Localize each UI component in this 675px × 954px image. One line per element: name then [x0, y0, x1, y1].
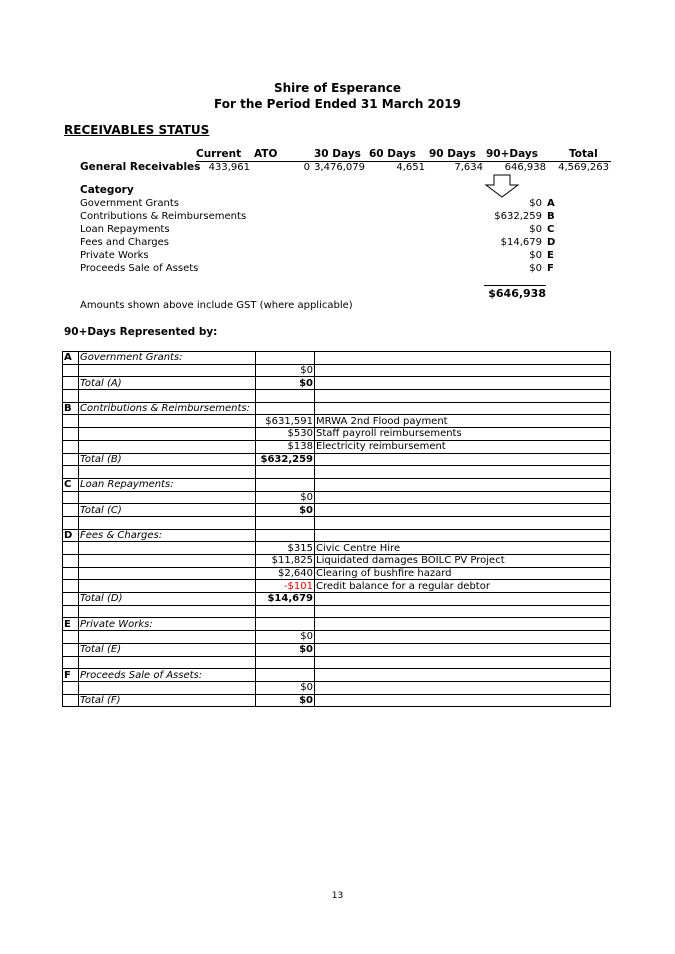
table-row — [63, 466, 611, 479]
table-cell-c4: Civic Centre Hire — [315, 542, 611, 555]
table-cell-c3 — [256, 402, 315, 415]
table-cell-c4 — [315, 656, 611, 669]
table-cell-c2 — [79, 631, 256, 644]
table-cell-c3: $14,679 — [256, 593, 315, 606]
table-cell-c2 — [79, 605, 256, 618]
category-amount: $632,259 — [494, 211, 542, 222]
table-cell-c2 — [79, 542, 256, 555]
table-cell-c1 — [63, 567, 79, 580]
table-cell-c2 — [79, 364, 256, 377]
category-code: E — [547, 250, 554, 261]
table-cell-c3: $0 — [256, 364, 315, 377]
total-overline — [484, 285, 546, 286]
table-cell-c3 — [256, 618, 315, 631]
table-cell-c3: $632,259 — [256, 453, 315, 466]
table-cell-c4: Credit balance for a regular debtor — [315, 580, 611, 593]
table-cell-c2 — [79, 440, 256, 453]
table-cell-c1: E — [63, 618, 79, 631]
table-row — [63, 656, 611, 669]
category-label: Loan Repayments — [80, 224, 170, 235]
table-cell-c2 — [79, 390, 256, 403]
table-cell-c4 — [315, 631, 611, 644]
table-cell-c1 — [63, 656, 79, 669]
table-cell-c3: $0 — [256, 631, 315, 644]
table-row — [63, 529, 611, 542]
table-cell-c3: $530 — [256, 428, 315, 441]
table-row — [63, 605, 611, 618]
table-cell-c2 — [79, 466, 256, 479]
table-cell-c3 — [256, 529, 315, 542]
table-row — [63, 478, 611, 491]
table-row — [63, 580, 611, 593]
table-cell-c1 — [63, 593, 79, 606]
table-cell-c4: MRWA 2nd Flood payment — [315, 415, 611, 428]
table-cell-c2 — [79, 580, 256, 593]
table-cell-c2: Loan Repayments: — [79, 478, 256, 491]
col-header-total: Total — [569, 148, 598, 160]
category-total: $646,938 — [488, 287, 546, 300]
col-header-ato: ATO — [254, 148, 278, 160]
table-row — [63, 542, 611, 555]
table-row — [63, 555, 611, 568]
value-90days: 7,634 — [454, 162, 483, 173]
category-label: Government Grants — [80, 198, 179, 209]
table-cell-c2: Proceeds Sale of Assets: — [79, 669, 256, 682]
table-cell-c3 — [256, 516, 315, 529]
category-code: C — [547, 224, 555, 235]
table-row — [63, 694, 611, 707]
col-header-60days: 60 Days — [369, 148, 416, 160]
table-cell-c3 — [256, 478, 315, 491]
table-row — [63, 377, 611, 390]
col-header-90days: 90 Days — [429, 148, 476, 160]
table-cell-c4 — [315, 643, 611, 656]
table-cell-c2: Private Works: — [79, 618, 256, 631]
category-label: Private Works — [80, 250, 149, 261]
table-row — [63, 415, 611, 428]
table-cell-c4 — [315, 364, 611, 377]
category-title: Category — [80, 184, 134, 196]
section-title: RECEIVABLES STATUS — [64, 123, 210, 137]
down-arrow-icon — [484, 174, 520, 198]
table-cell-c3: $0 — [256, 504, 315, 517]
table-row — [63, 618, 611, 631]
table-cell-c4: Clearing of bushfire hazard — [315, 567, 611, 580]
table-cell-c1 — [63, 694, 79, 707]
value-90plus: 646,938 — [504, 162, 546, 173]
table-cell-c2: Total (B) — [79, 453, 256, 466]
category-amount: $0 — [529, 198, 542, 209]
table-cell-c3: $138 — [256, 440, 315, 453]
general-receivables-label: General Receivables — [80, 161, 201, 173]
table-cell-c3 — [256, 669, 315, 682]
table-cell-c1: B — [63, 402, 79, 415]
table-cell-c2 — [79, 516, 256, 529]
table-cell-c1 — [63, 605, 79, 618]
table-cell-c1: D — [63, 529, 79, 542]
table-row — [63, 428, 611, 441]
table-cell-c3: $0 — [256, 643, 315, 656]
table-cell-c4 — [315, 669, 611, 682]
table-cell-c1 — [63, 390, 79, 403]
table-cell-c4 — [315, 466, 611, 479]
table-row — [63, 504, 611, 517]
table-cell-c4 — [315, 491, 611, 504]
table-cell-c2: Total (F) — [79, 694, 256, 707]
table-cell-c3 — [256, 656, 315, 669]
value-30days: 3,476,079 — [314, 162, 365, 173]
table-cell-c1 — [63, 643, 79, 656]
category-code: F — [547, 263, 554, 274]
table-cell-c4 — [315, 377, 611, 390]
table-cell-c4: Staff payroll reimbursements — [315, 428, 611, 441]
category-amount: $0 — [529, 224, 542, 235]
table-cell-c1: F — [63, 669, 79, 682]
table-cell-c4 — [315, 618, 611, 631]
table-row — [63, 491, 611, 504]
col-header-current: Current — [196, 148, 242, 160]
table-cell-c4 — [315, 478, 611, 491]
table-cell-c2: Total (E) — [79, 643, 256, 656]
table-cell-c4 — [315, 605, 611, 618]
value-total: 4,569,263 — [558, 162, 609, 173]
table-row — [63, 516, 611, 529]
table-cell-c4 — [315, 504, 611, 517]
table-cell-c1 — [63, 428, 79, 441]
represented-table — [62, 351, 611, 707]
table-cell-c2: Fees & Charges: — [79, 529, 256, 542]
table-cell-c2 — [79, 681, 256, 694]
table-row — [63, 631, 611, 644]
table-cell-c3: $0 — [256, 681, 315, 694]
category-code: B — [547, 211, 555, 222]
table-cell-c4: Liquidated damages BOILC PV Project — [315, 555, 611, 568]
col-header-90plus: 90+Days — [486, 148, 538, 160]
table-cell-c3 — [256, 390, 315, 403]
table-cell-c3: $0 — [256, 491, 315, 504]
table-cell-c2: Contributions & Reimbursements: — [79, 402, 256, 415]
table-cell-c3: $0 — [256, 694, 315, 707]
table-cell-c2 — [79, 428, 256, 441]
table-row — [63, 669, 611, 682]
table-row — [63, 681, 611, 694]
category-label: Contributions & Reimbursements — [80, 211, 247, 222]
table-row — [63, 593, 611, 606]
table-cell-c3: $2,640 — [256, 567, 315, 580]
page-number: 13 — [331, 891, 344, 901]
table-cell-c3: $315 — [256, 542, 315, 555]
category-code: D — [547, 237, 556, 248]
category-label: Proceeds Sale of Assets — [80, 263, 199, 274]
table-cell-c2: Total (C) — [79, 504, 256, 517]
table-cell-c4 — [315, 453, 611, 466]
table-cell-c3: $0 — [256, 377, 315, 390]
table-cell-c2 — [79, 415, 256, 428]
table-row — [63, 364, 611, 377]
table-row — [63, 402, 611, 415]
table-row — [63, 390, 611, 403]
report-period-title: For the Period Ended 31 March 2019 — [214, 97, 461, 111]
table-cell-c1 — [63, 364, 79, 377]
table-cell-c1 — [63, 466, 79, 479]
report-org-title: Shire of Esperance — [273, 81, 402, 95]
table-cell-c4 — [315, 516, 611, 529]
gst-note: Amounts shown above include GST (where applicable) — [80, 300, 353, 311]
table-cell-c4 — [315, 694, 611, 707]
table-cell-c1 — [63, 491, 79, 504]
table-cell-c4 — [315, 402, 611, 415]
represented-by-title: 90+Days Represented by: — [64, 326, 218, 338]
category-amount: $14,679 — [500, 237, 542, 248]
table-row — [63, 567, 611, 580]
table-cell-c2: Total (A) — [79, 377, 256, 390]
table-cell-c2: Total (D) — [79, 593, 256, 606]
table-row — [63, 352, 611, 365]
table-cell-c1 — [63, 453, 79, 466]
table-cell-c4: Electricity reimbursement — [315, 440, 611, 453]
table-row — [63, 643, 611, 656]
table-cell-c1 — [63, 504, 79, 517]
table-cell-c4 — [315, 529, 611, 542]
table-cell-c1 — [63, 681, 79, 694]
table-cell-c3 — [256, 605, 315, 618]
table-cell-c1 — [63, 542, 79, 555]
col-header-30days: 30 Days — [314, 148, 361, 160]
table-row — [63, 453, 611, 466]
table-cell-c1 — [63, 377, 79, 390]
table-cell-c2: Government Grants: — [79, 352, 256, 365]
table-cell-c3 — [256, 352, 315, 365]
table-cell-c1 — [63, 555, 79, 568]
table-cell-c2 — [79, 491, 256, 504]
table-cell-c2 — [79, 656, 256, 669]
value-60days: 4,651 — [396, 162, 425, 173]
table-cell-c2 — [79, 567, 256, 580]
category-amount: $0 — [529, 263, 542, 274]
table-cell-c4 — [315, 390, 611, 403]
table-cell-c1: C — [63, 478, 79, 491]
table-cell-c1 — [63, 415, 79, 428]
value-ato: 0 — [303, 162, 310, 173]
table-row — [63, 440, 611, 453]
value-current: 433,961 — [208, 162, 250, 173]
category-amount: $0 — [529, 250, 542, 261]
table-cell-c1: A — [63, 352, 79, 365]
table-cell-c2 — [79, 555, 256, 568]
category-code: A — [547, 198, 555, 209]
table-cell-c1 — [63, 631, 79, 644]
table-cell-c3 — [256, 466, 315, 479]
table-cell-c1 — [63, 440, 79, 453]
category-label: Fees and Charges — [80, 237, 169, 248]
table-cell-c1 — [63, 516, 79, 529]
table-cell-c1 — [63, 580, 79, 593]
table-cell-c4 — [315, 681, 611, 694]
table-cell-c3: $11,825 — [256, 555, 315, 568]
table-cell-c3: -$101 — [256, 580, 315, 593]
table-cell-c4 — [315, 352, 611, 365]
table-cell-c4 — [315, 593, 611, 606]
table-cell-c3: $631,591 — [256, 415, 315, 428]
